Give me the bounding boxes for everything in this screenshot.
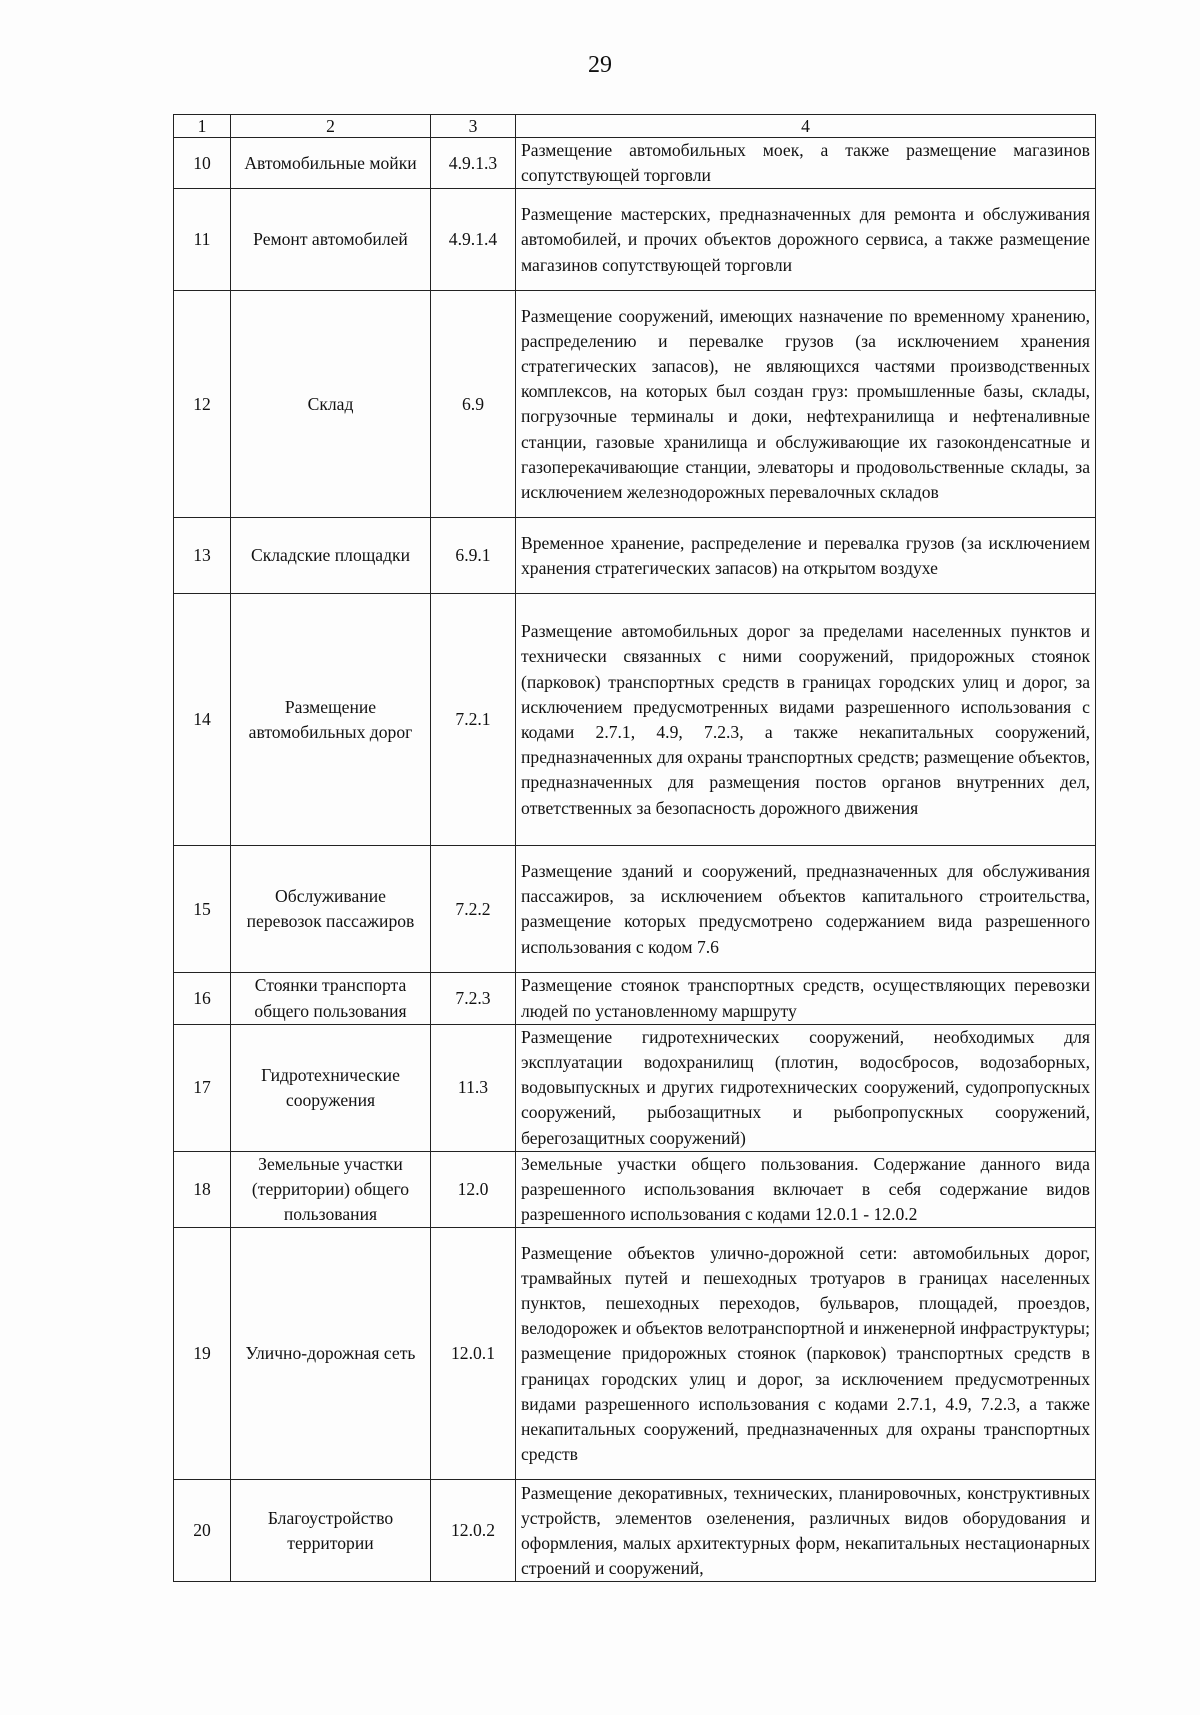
land-use-name: Земельные участки (территории) общего пользования <box>231 1151 431 1228</box>
land-use-code: 4.9.1.3 <box>431 138 516 189</box>
land-use-code: 6.9.1 <box>431 518 516 594</box>
land-use-code: 12.0.1 <box>431 1228 516 1480</box>
land-use-name: Гидротехнические сооружения <box>231 1024 431 1151</box>
land-use-code: 12.0 <box>431 1151 516 1228</box>
land-use-description: Размещение сооружений, имеющих назначение по временному хранению, распределению и перевалке грузов (за исключением хранения стратегических запасов), не являющихся частями производственных комплексов, на которых был создан груз: промышленные базы, склады, погрузочные терминалы и доки, нефтехранилища и нефтеналивные станции, газовые хранилища и обслуживающие их газоконденсатные и газоперекачивающие станции, элеваторы и продовольственные склады, за исключением железнодорожных перевалочных складов <box>516 291 1096 518</box>
row-number: 19 <box>174 1228 231 1480</box>
table-row <box>174 973 1096 1024</box>
row-number: 11 <box>174 189 231 291</box>
land-use-code: 4.9.1.4 <box>431 189 516 291</box>
table-row <box>174 138 1096 189</box>
table-row <box>174 518 1096 594</box>
land-use-description: Временное хранение, распределение и перевалка грузов (за исключением хранения стратегических запасов) на открытом воздухе <box>516 518 1096 594</box>
row-number: 14 <box>174 594 231 846</box>
land-use-code: 7.2.3 <box>431 973 516 1024</box>
land-use-description: Размещение автомобильных дорог за пределами населенных пунктов и технически связанных с ними сооружений, придорожных стоянок (парковок) транспортных средств в границах городских улиц и дорог, за исключением предусмотренных видами разрешенного использования с кодами 2.7.1, 4.9, 7.2.3, а также некапитальных сооружений, предназначенных для охраны транспортных средств; размещение объектов, предназначенных для размещения постов органов внутренних дел, ответственных за безопасность дорожного движения <box>516 594 1096 846</box>
land-use-name: Автомобильные мойки <box>231 138 431 189</box>
land-use-name: Улично-дорожная сеть <box>231 1228 431 1480</box>
land-use-description: Земельные участки общего пользования. Содержание данного вида разрешенного использования включает в себя содержание видов разрешенного использования с кодами 12.0.1 - 12.0.2 <box>516 1151 1096 1228</box>
table-row <box>174 1480 1096 1582</box>
land-use-description: Размещение мастерских, предназначенных для ремонта и обслуживания автомобилей, и прочих объектов дорожного сервиса, а также размещение магазинов сопутствующей торговли <box>516 189 1096 291</box>
table-row <box>174 594 1096 846</box>
land-use-description: Размещение объектов улично-дорожной сети: автомобильных дорог, трамвайных путей и пешеходных тротуаров в границах населенных пунктов, пешеходных переходов, бульваров, площадей, проездов, велодорожек и объектов велотранспортной и инженерной инфраструктуры; размещение придорожных стоянок (парковок) транспортных средств в границах городских улиц и дорог, за исключением предусмотренных видами разрешенного использования с кодами 2.7.1, 4.9, 7.2.3, а также некапитальных сооружений, предназначенных для охраны транспортных средств <box>516 1228 1096 1480</box>
row-number: 15 <box>174 846 231 973</box>
row-number: 20 <box>174 1480 231 1582</box>
row-number: 10 <box>174 138 231 189</box>
land-use-code: 7.2.2 <box>431 846 516 973</box>
table-row <box>174 1151 1096 1228</box>
land-use-name: Ремонт автомобилей <box>231 189 431 291</box>
land-use-table <box>173 114 1096 1582</box>
land-use-name: Стоянки транспорта общего пользования <box>231 973 431 1024</box>
land-use-name: Размещение автомобильных дорог <box>231 594 431 846</box>
land-use-description: Размещение декоративных, технических, планировочных, конструктивных устройств, элементов озеленения, различных видов оборудования и оформления, малых архитектурных форм, некапитальных нестационарных строений и сооружений, <box>516 1480 1096 1582</box>
row-number: 17 <box>174 1024 231 1151</box>
land-use-name: Обслуживание перевозок пассажиров <box>231 846 431 973</box>
table-row <box>174 846 1096 973</box>
land-use-description: Размещение автомобильных моек, а также размещение магазинов сопутствующей торговли <box>516 138 1096 189</box>
header-col-4: 4 <box>516 115 1096 138</box>
land-use-code: 6.9 <box>431 291 516 518</box>
land-use-code: 11.3 <box>431 1024 516 1151</box>
table-header-row <box>174 115 1096 138</box>
header-col-2: 2 <box>231 115 431 138</box>
row-number: 12 <box>174 291 231 518</box>
table-row <box>174 1228 1096 1480</box>
page-number: 29 <box>588 52 612 78</box>
land-use-code: 12.0.2 <box>431 1480 516 1582</box>
row-number: 16 <box>174 973 231 1024</box>
land-use-name: Склад <box>231 291 431 518</box>
header-col-1: 1 <box>174 115 231 138</box>
table-row <box>174 189 1096 291</box>
table-row <box>174 1024 1096 1151</box>
land-use-name: Складские площадки <box>231 518 431 594</box>
land-use-description: Размещение зданий и сооружений, предназначенных для обслуживания пассажиров, за исключением объектов капитального строительства, размещение которых предусмотрено содержанием вида разрешенного использования с кодом 7.6 <box>516 846 1096 973</box>
land-use-name: Благоустройство территории <box>231 1480 431 1582</box>
land-use-description: Размещение гидротехнических сооружений, необходимых для эксплуатации водохранилищ (плотин, водосбросов, водозаборных, водовыпускных и других гидротехнических сооружений, судопропускных сооружений, рыбозащитных и рыбопропускных сооружений, берегозащитных сооружений) <box>516 1024 1096 1151</box>
table-row <box>174 291 1096 518</box>
land-use-description: Размещение стоянок транспортных средств, осуществляющих перевозки людей по установленному маршруту <box>516 973 1096 1024</box>
land-use-code: 7.2.1 <box>431 594 516 846</box>
row-number: 13 <box>174 518 231 594</box>
row-number: 18 <box>174 1151 231 1228</box>
header-col-3: 3 <box>431 115 516 138</box>
